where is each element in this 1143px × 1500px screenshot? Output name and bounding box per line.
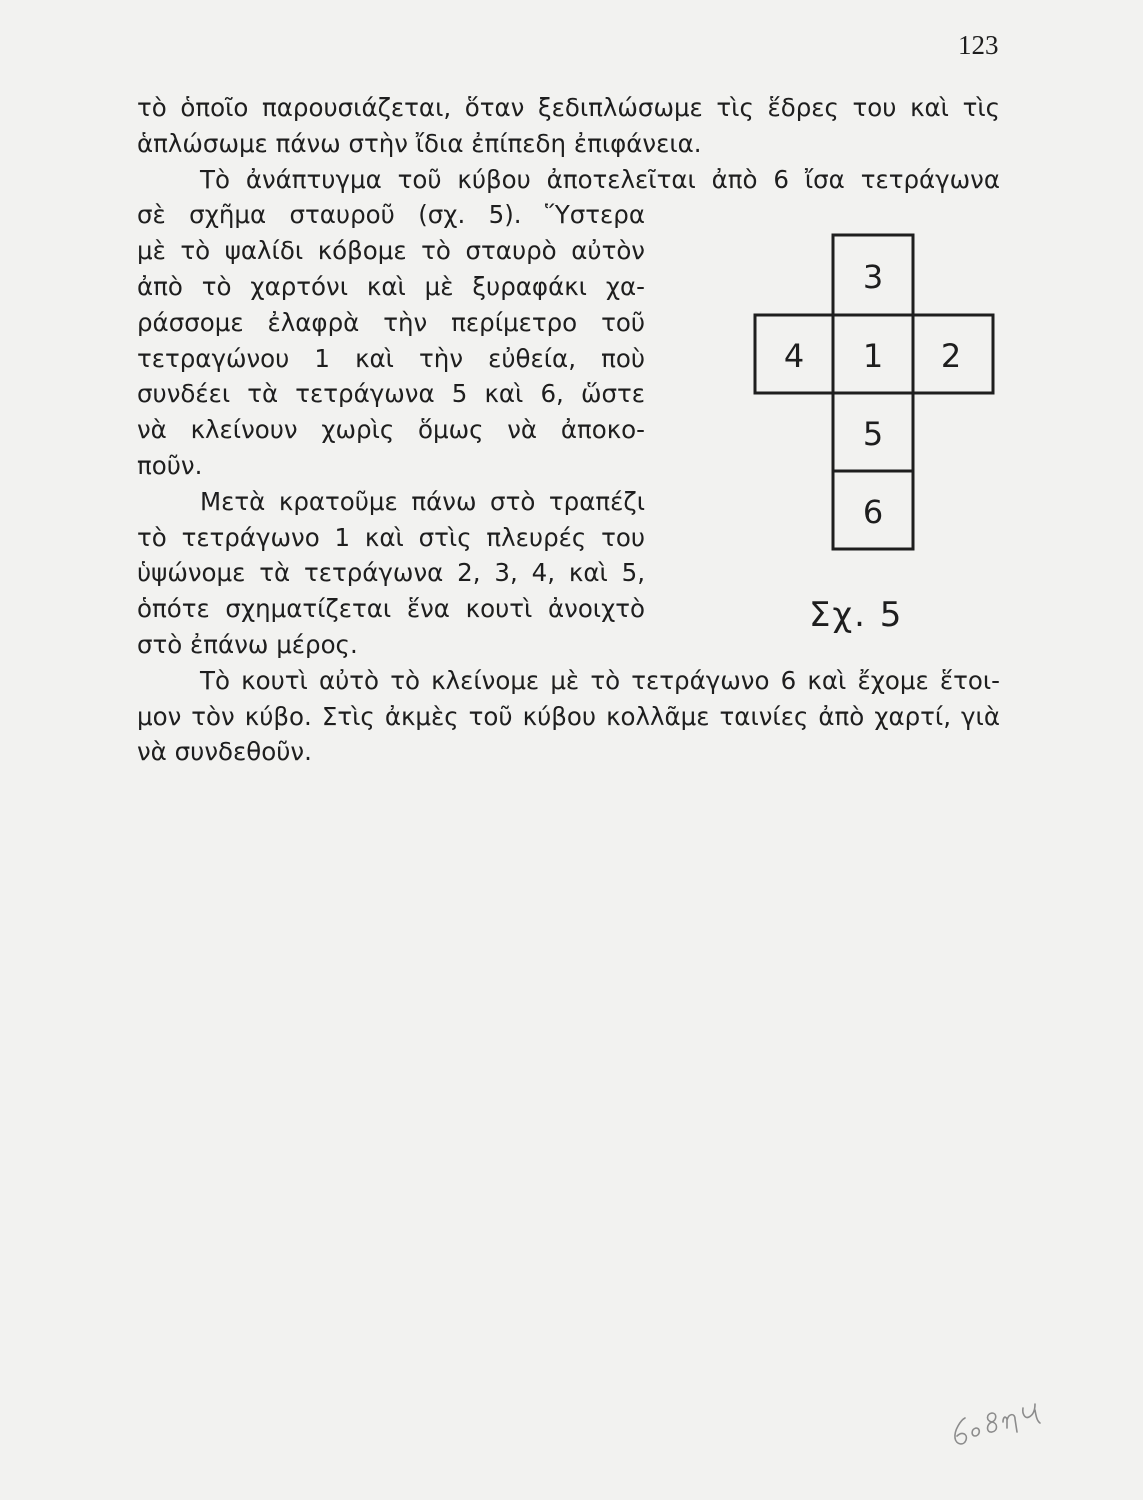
text-line: ἀπὸ τὸ χαρτόνι καὶ μὲ ξυραφάκι χα- bbox=[137, 271, 645, 301]
handwritten-annotation bbox=[945, 1378, 1045, 1450]
page-number: 123 bbox=[958, 30, 999, 60]
net-square-left-label: 4 bbox=[783, 337, 805, 375]
text-line: ποῦν. bbox=[137, 450, 203, 480]
text-line: συνδέει τὰ τετράγωνα 5 καὶ 6, ὥστε bbox=[137, 379, 645, 409]
text-line: τὸ ὁποῖο παρουσιάζεται, ὅταν ξεδιπλώσωμε τὶς ἕδρες του καὶ τὶς bbox=[137, 93, 1000, 122]
text-line: Μετὰ κρατοῦμε πάνω στὸ τραπέζι bbox=[200, 486, 645, 516]
net-square-center-label: 1 bbox=[862, 337, 884, 375]
figure-caption: Σχ. 5 bbox=[809, 595, 904, 635]
text-line: μὲ τὸ ψαλίδι κόβομε τὸ σταυρὸ αὐτὸν bbox=[137, 236, 645, 266]
text-line: νὰ κλείνουν χωρὶς ὅμως νὰ ἀποκο- bbox=[137, 415, 645, 445]
net-square-bottom-label: 6 bbox=[862, 493, 884, 531]
net-square-top-label: 3 bbox=[862, 258, 884, 296]
paragraph bbox=[137, 90, 1000, 162]
text-line: τετραγώνου 1 καὶ τὴν εὐθεία, ποὺ bbox=[137, 343, 645, 373]
paragraph bbox=[137, 663, 1000, 770]
cube-net-figure bbox=[750, 230, 1000, 555]
text-line: μον τὸν κύβο. Στὶς ἀκμὲς τοῦ κύβου κολλᾶμε ταινίες ἀπὸ χαρτί, γιὰ bbox=[137, 701, 1000, 731]
text-line: τὸ τετράγωνο 1 καὶ στὶς πλευρές του bbox=[137, 522, 645, 552]
text-line: στὸ ἐπάνω μέρος. bbox=[137, 629, 358, 659]
text-line: Τὸ κουτὶ αὐτὸ τὸ κλείνομε μὲ τὸ τετράγωνο 6 καὶ ἔχομε ἕτοι- bbox=[200, 665, 1000, 695]
text-line: ἁπλώσωμε πάνω στὴν ἴδια ἐπίπεδη ἐπιφάνεια. bbox=[137, 128, 702, 158]
net-square-right-label: 2 bbox=[940, 337, 962, 375]
text-line: ράσσομε ἐλαφρὰ τὴν περίμετρο τοῦ bbox=[137, 307, 645, 337]
text-line: νὰ συνδεθοῦν. bbox=[137, 737, 312, 767]
text-line: ὑψώνομε τὰ τετράγωνα 2, 3, 4, καὶ 5, bbox=[137, 558, 645, 588]
text-line: ὁπότε σχηματίζεται ἕνα κουτὶ ἀνοιχτὸ bbox=[137, 594, 645, 624]
text-line: σὲ σχῆμα σταυροῦ (σχ. 5). Ὕστερα bbox=[137, 200, 645, 230]
text-line: Τὸ ἀνάπτυγμα τοῦ κύβου ἀποτελεῖται ἀπὸ 6 ἴσα τετράγωνα bbox=[200, 164, 1000, 194]
net-square-lower-label: 5 bbox=[862, 415, 884, 453]
